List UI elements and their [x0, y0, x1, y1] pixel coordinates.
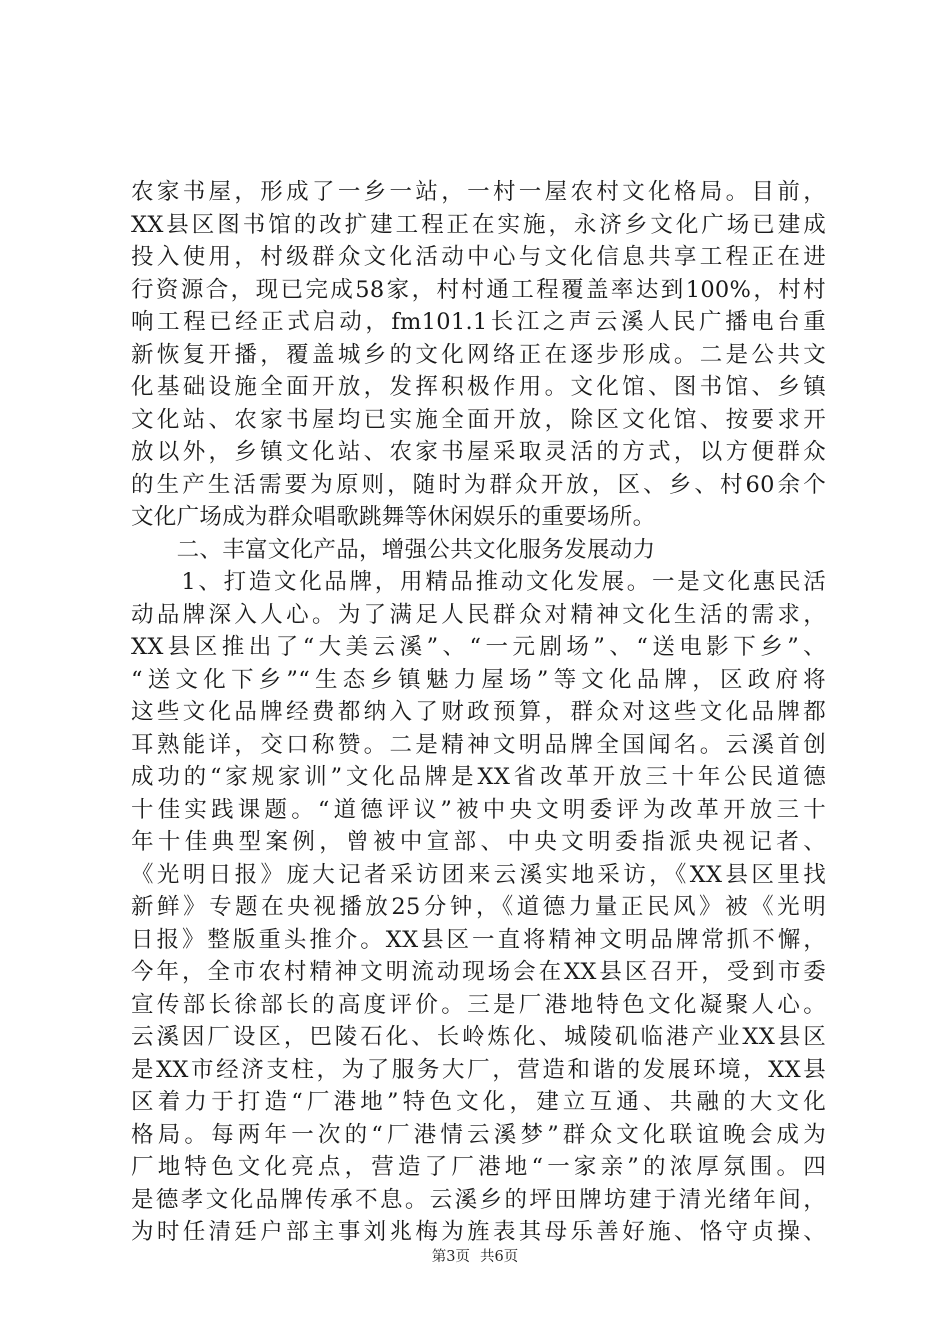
text-line-21: 年十佳典型案例，曾被中宣部、中央文明委指派央视记者、	[131, 829, 826, 855]
text-line-8: 文化站、农家书屋均已实施全面开放，除区文化馆、按要求开	[131, 406, 826, 433]
text-line-17: 这些文化品牌经费都纳入了财政预算，群众对这些文化品牌都	[131, 699, 826, 725]
text-line-13: 1、打造文化品牌，用精品推动文化发展。一是文化惠民活	[131, 569, 826, 595]
text-line-11: 文化广场成为群众唱歌跳舞等休闲娱乐的重要场所。	[131, 504, 656, 530]
text-line-9: 放以外，乡镇文化站、农家书屋采取灵活的方式，以方便群众	[131, 439, 826, 465]
text-line-22: 《光明日报》庞大记者采访团来云溪实地采访，《XX县区里找	[131, 861, 826, 888]
text-line-1: 农家书屋，形成了一乡一站，一村一屋农村文化格局。目前，	[131, 179, 826, 205]
text-line-5: 响工程已经正式启动，fm101.1长江之声云溪人民广播电台重	[131, 309, 826, 335]
text-line-3: 投入使用，村级群众文化活动中心与文化信息共享工程正在进	[131, 244, 826, 270]
text-line-20: 十佳实践课题。“道德评议”被中央文明委评为改革开放三十	[131, 796, 826, 823]
page-total: 共6页	[480, 1249, 519, 1265]
page-footer	[0, 1247, 950, 1267]
text-line-10: 的生产生活需要为原则，随时为群众开放，区、乡、村60余个	[131, 471, 826, 498]
text-line-15: XX县区推出了“大美云溪”、“一元剧场”、“送电影下乡”、	[131, 634, 826, 660]
text-line-19: 成功的“家规家训”文化品牌是XX省改革开放三十年公民道德	[131, 764, 826, 790]
text-line-30: 格局。每两年一次的“厂港情云溪梦”群众文化联谊晚会成为	[131, 1121, 826, 1148]
text-line-7: 化基础设施全面开放，发挥积极作用。文化馆、图书馆、乡镇	[131, 374, 826, 400]
text-line-27: 云溪因厂设区，巴陵石化、长岭炼化、城陵矶临港产业XX县区	[131, 1024, 826, 1050]
text-line-31: 厂地特色文化亮点，营造了厂港地“一家亲”的浓厚氛围。四	[131, 1154, 826, 1180]
text-line-2: XX县区图书馆的改扩建工程正在实施，永济乡文化广场已建成	[131, 211, 826, 238]
text-line-33: 为时任清廷户部主事刘兆梅为旌表其母乐善好施、恪守贞操、	[131, 1219, 826, 1245]
text-line-4: 行资源合，现已完成58家，村村通工程覆盖率达到100%，村村	[131, 276, 826, 303]
section-heading: 二、丰富文化产品，增强公共文化服务发展动力	[131, 536, 656, 563]
text-line-32: 是德孝文化品牌传承不息。云溪乡的坪田牌坊建于清光绪年间，	[131, 1186, 826, 1213]
text-line-6: 新恢复开播，覆盖城乡的文化网络正在逐步形成。二是公共文	[131, 341, 826, 368]
text-line-26: 宣传部长徐部长的高度评价。三是厂港地特色文化凝聚人心。	[131, 991, 826, 1018]
text-line-24: 日报》整版重头推介。XX县区一直将精神文明品牌常抓不懈，	[131, 926, 826, 953]
page-number: 第3页	[431, 1249, 470, 1265]
text-line-29: 区着力于打造“厂港地”特色文化，建立互通、共融的大文化	[131, 1089, 826, 1115]
text-line-23: 新鲜》专题在央视播放25分钟，《道德力量正民风》被《光明	[131, 894, 826, 920]
text-line-16: “送文化下乡”“生态乡镇魅力屋场”等文化品牌，区政府将	[131, 666, 826, 693]
text-line-28: 是XX市经济支柱，为了服务大厂，营造和谐的发展环境，XX县	[131, 1056, 826, 1083]
text-line-25: 今年，全市农村精神文明流动现场会在XX县区召开，受到市委	[131, 959, 826, 985]
text-line-14: 动品牌深入人心。为了满足人民群众对精神文化生活的需求，	[131, 601, 826, 628]
text-line-18: 耳熟能详，交口称赞。二是精神文明品牌全国闻名。云溪首创	[131, 731, 826, 758]
body-text	[131, 176, 826, 1249]
